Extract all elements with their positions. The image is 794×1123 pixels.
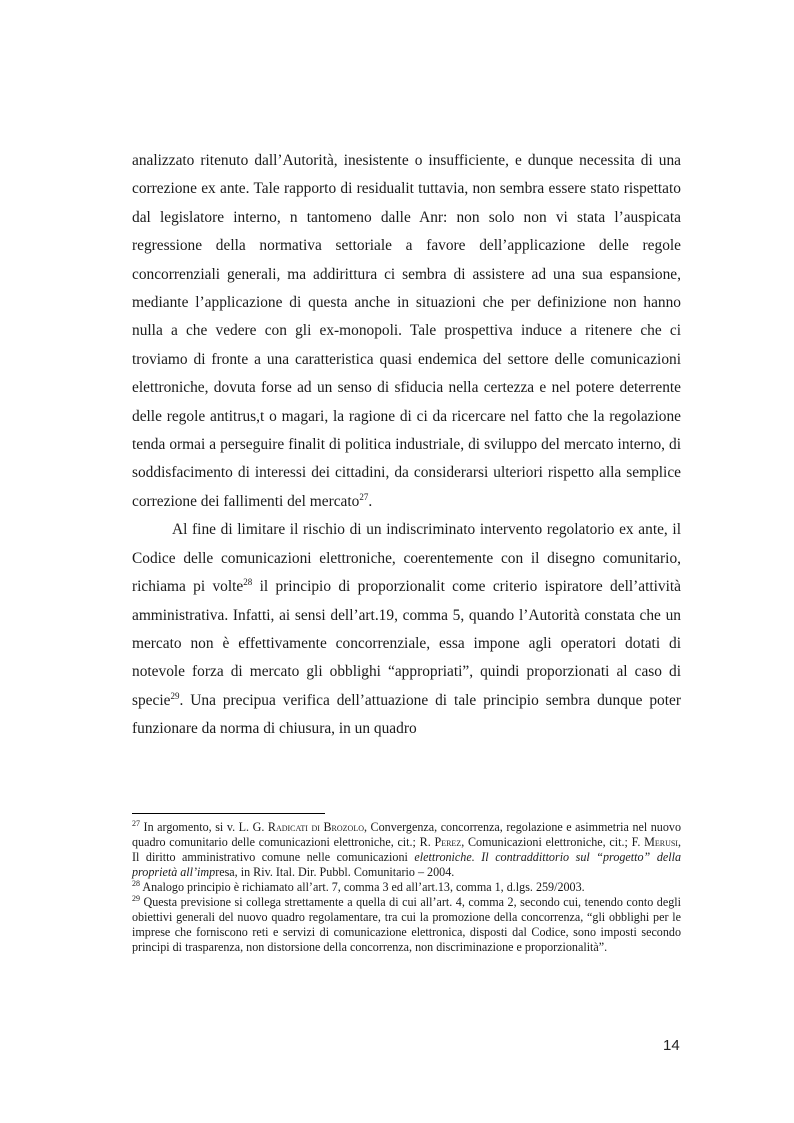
footnote-italic-title: elettroniche. Il contraddittorio sul “progetto” della proprietà all’imp [132,850,681,879]
footnote-separator [132,813,325,814]
paragraph-text: analizzato ritenuto dall’Autorità, inesistente o insufficiente, e dunque necessita di una correzione ex ante. Tale rapporto di residualit tuttavia, non sembra essere stato rispettato dal legislatore interno, n tantomeno dalle Anr: non solo non vi stata l’auspicata regressione della normativa settoriale a favore dell’applicazione delle regole concorrenziali generali, ma addirittura ci sembra di assistere ad una sua espansione, mediante l’applicazione di questa anche in situazioni che per definizione non hanno nulla a che vedere con gli ex-monopoli. Tale prospettiva induce a ritenere che ci troviamo di fronte a una caratteristica quasi endemica del settore delle comunicazioni elettroniche, dovuta forse ad un senso di sfiducia nella certezza e nel potere deterrente delle regole antitrus,t o magari, la ragione di ci da ricercare nel fatto che la regolazione tenda ormai a perseguire finalit di politica industriale, di sviluppo del mercato interno, di soddisfacimento di interessi dei cittadini, da considerarsi ulteriori rispetto alla semplice correzione dei fallimenti del mercato [132,152,681,510]
footnote-number: 29 [132,894,140,903]
footnote-text: Analogo principio è richiamato all’art. 7, comma 3 ed all’art.13, comma 1, d.lgs. 259/2003. [140,880,585,894]
body-text [132,147,681,744]
paragraph-text: Al fine di limitare il rischio di un indiscriminato intervento regolatorio ex ante, il Codice delle comunicazioni elettroniche, coerentemente con il disegno comunitario, richiama pi volte [132,521,681,596]
footnote-number: 28 [132,879,140,888]
footnote-text: , Il diritto amministrativo comune nelle comunicazioni [132,835,682,864]
footnote-text: Questa previsione si collega strettamente a quella di cui all’art. 4, comma 2, secondo cui, tenendo conto degli obiettivi generali del nuovo quadro regolamentare, tra cui la promozione della concorrenza, “gli obblighi per le imprese che forniscono reti e servizi di comunicazione elettronica, disposti dal Codice, sono imposti secondo principi di trasparenza, non distorsione della concorrenza, non discriminazione e proporzionalità”. [132,895,681,954]
footnote-author: Perez [434,835,462,849]
footnote-27 [132,820,681,880]
paragraph-text: . Una precipua verifica dell’attuazione di tale principio sembra dunque poter funzionare da norma di chiusura, in un quadro [132,691,681,738]
paragraph: analizzato ritenuto dall’Autorità, inesistente o insufficiente, e dunque necessita di una correzione ex ante. Tale rapporto di residualit tuttavia, non sembra essere stato rispettato dal legislatore interno, n tantomeno dalle Anr: non solo non vi stata l’auspicata regressione della normativa settoriale a favore dell’applicazione delle regole concorrenziali generali, ma addirittura ci sembra di assistere ad una sua espansione, mediante l’applicazione di questa anche in situazioni che per definizione non hanno nulla a che vedere con gli ex-monopoli. Tale prospettiva induce a ritenere che ci troviamo di fronte a una caratteristica quasi endemica del settore delle comunicazioni elettroniche, dovuta forse ad un senso di sfiducia nella certezza e nel potere deterrente delle regole antitrus,t o magari, la ragione di ci da ricercare nel fatto che la regolazione tenda ormai a perseguire finalit di politica industriale, di sviluppo del mercato interno, di soddisfacimento di interessi dei cittadini, da considerarsi ulteriori rispetto alla semplice correzione dei fallimenti del mercato$^{27}$. [132,152,681,510]
paragraph-text: il principio di proporzionalit come criterio ispiratore dell’attività amministrativa. Infatti, ai sensi dell’art.19, comma 5, quando l’Autorità constata che un mercato non è effettivamente concorrenziale, essa impone agli operatori dotati di notevole forza di mercato gli obblighi “appropriati”, quindi proporzionati al caso di specie [132,578,681,709]
footnote-text: , Comunicazioni elettroniche, cit.; F. [461,835,645,849]
footnote-29 [132,895,681,955]
footnote-text: resa, in Riv. Ital. Dir. Pubbl. Comunitario – 2004. [215,865,455,879]
paragraph [132,516,681,743]
footnote-author: Merusi [644,835,678,849]
footnote-text: In argomento, si v. L. G. [140,820,268,834]
footnote-author: Radicati di Brozolo [267,820,364,834]
footnote-number: 27 [132,819,140,828]
footnote-text: , Convergenza, concorrenza, regolazione e asimmetria nel nuovo quadro comunitario delle comunicazioni elettroniche, cit.; R. [132,820,681,849]
footnote-ref-28: 28 [243,577,253,588]
footnote-28 [132,880,681,895]
footnotes [132,820,681,955]
footnote-ref-27: 27 [359,491,369,502]
page-number: 14 [663,1037,680,1054]
footnote-ref-29: 29 [170,690,180,701]
